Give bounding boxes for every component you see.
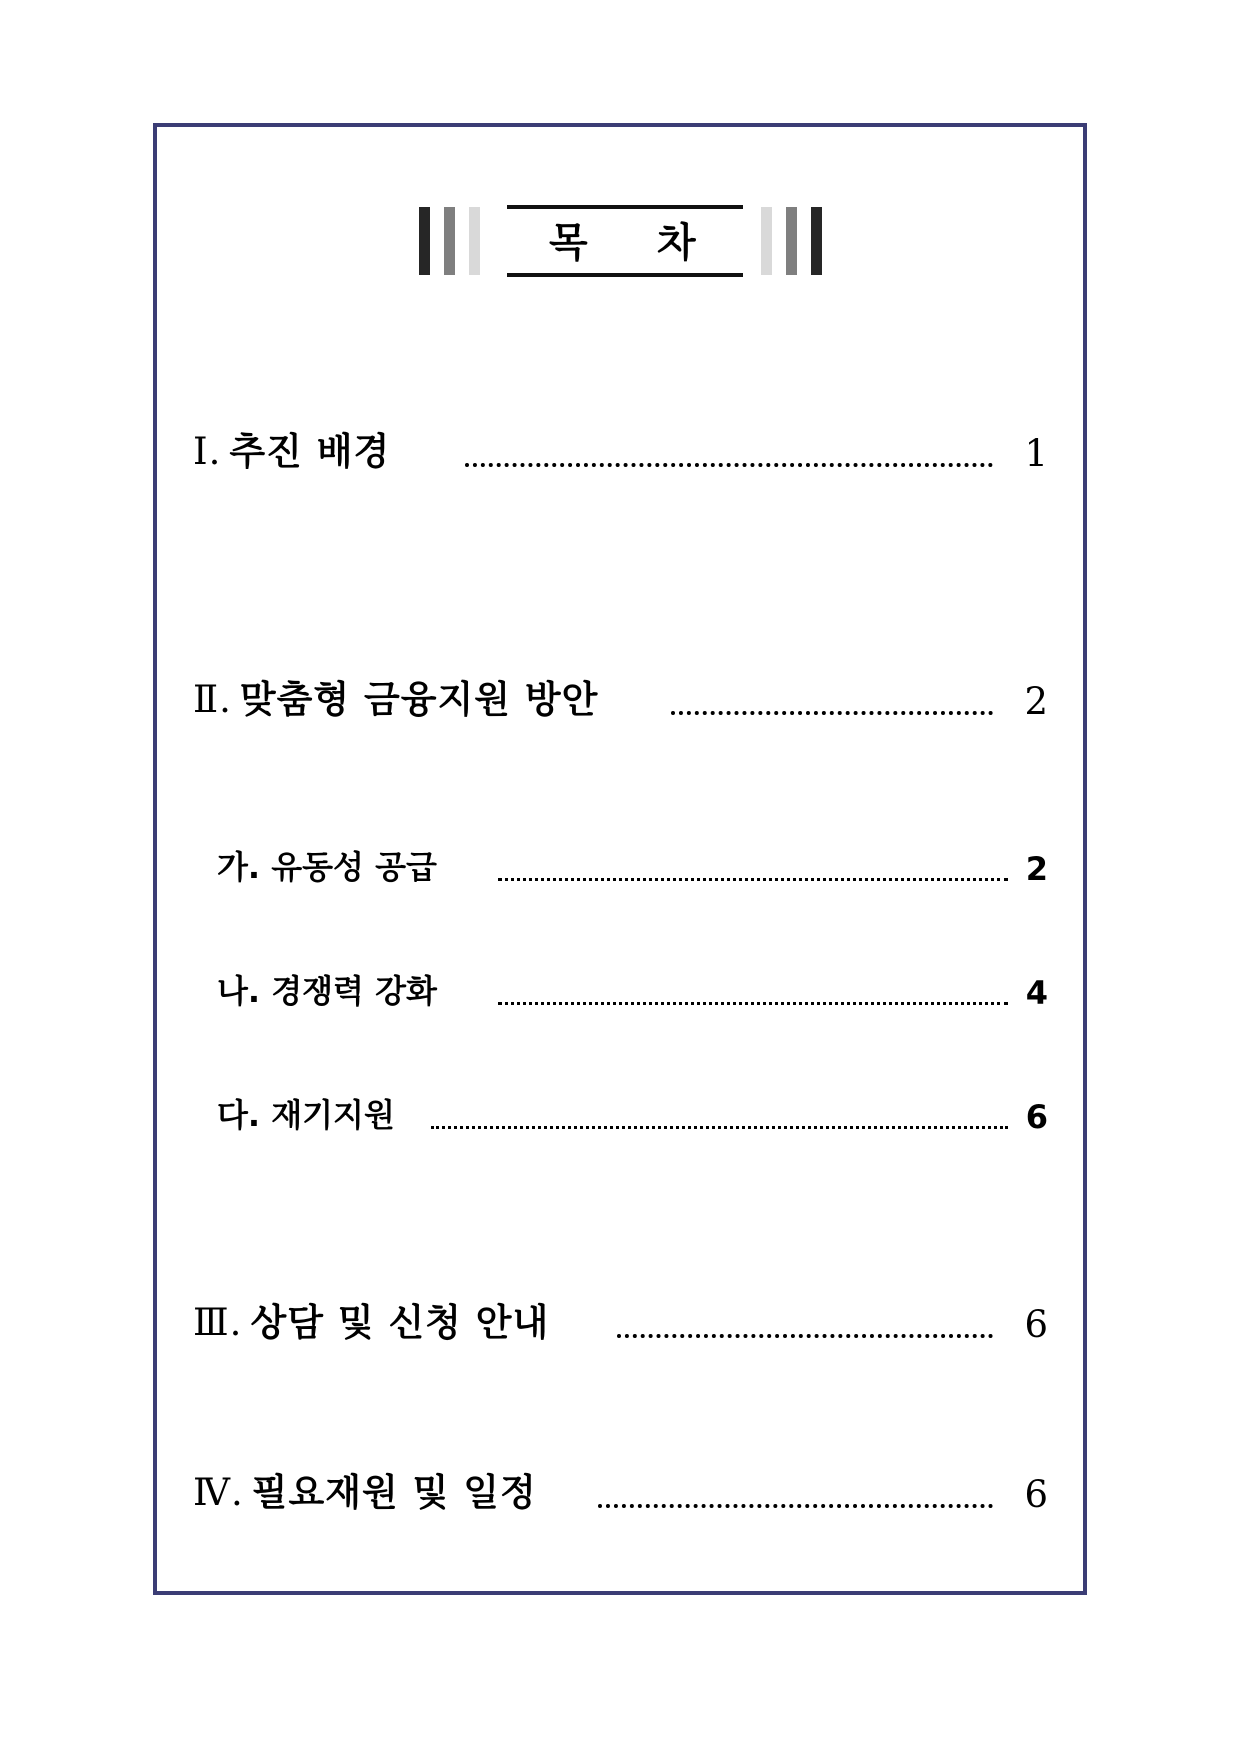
toc-entry-section-1[interactable] (193, 425, 1048, 485)
toc-entry-label: Ⅱ. 맞춤형 금융지원 방안 (193, 678, 599, 721)
toc-entry-label: 다. 재기지원 (217, 1096, 395, 1134)
title-bar-mid-right (786, 207, 797, 275)
toc-entry-subsection-na[interactable] (193, 962, 1048, 1022)
dot-leader (465, 463, 993, 467)
dot-leader (498, 878, 1008, 881)
dot-leader (617, 1334, 993, 1338)
toc-title-block (419, 205, 830, 277)
page-number: 2 (1025, 850, 1048, 888)
toc-entry-subsection-da[interactable] (193, 1086, 1048, 1146)
title-bar-light-left (469, 207, 480, 275)
title-bar-dark-right (811, 207, 822, 275)
page-number: 2 (1024, 680, 1048, 723)
title-bar-mid-left (444, 207, 455, 275)
dot-leader (598, 1504, 993, 1508)
page-number: 6 (1024, 1303, 1048, 1346)
title-bar-dark-left (419, 207, 430, 275)
page-number: 1 (1024, 432, 1048, 475)
title-bar-light-right (761, 207, 772, 275)
page-number: 6 (1025, 1098, 1048, 1136)
toc-title-right-char: 차 (657, 220, 696, 266)
toc-title-left-char: 목 (549, 220, 588, 266)
page-number: 4 (1025, 974, 1048, 1012)
toc-entry-label: 가. 유동성 공급 (217, 848, 437, 886)
toc-title (507, 205, 743, 277)
toc-entry-label: Ⅰ. 추진 배경 (193, 430, 391, 473)
dot-leader (671, 711, 993, 715)
toc-entry-section-4[interactable] (193, 1466, 1048, 1526)
toc-entry-section-3[interactable] (193, 1296, 1048, 1356)
dot-leader (498, 1002, 1008, 1005)
toc-entry-section-2[interactable] (193, 673, 1048, 733)
toc-entry-label: 나. 경쟁력 강화 (217, 972, 437, 1010)
page-number: 6 (1024, 1473, 1048, 1516)
dot-leader (431, 1126, 1008, 1129)
toc-entry-label: Ⅲ. 상담 및 신청 안내 (193, 1301, 550, 1344)
toc-entry-label: Ⅳ. 필요재원 및 일정 (193, 1471, 537, 1514)
toc-entry-subsection-ga[interactable] (193, 838, 1048, 898)
